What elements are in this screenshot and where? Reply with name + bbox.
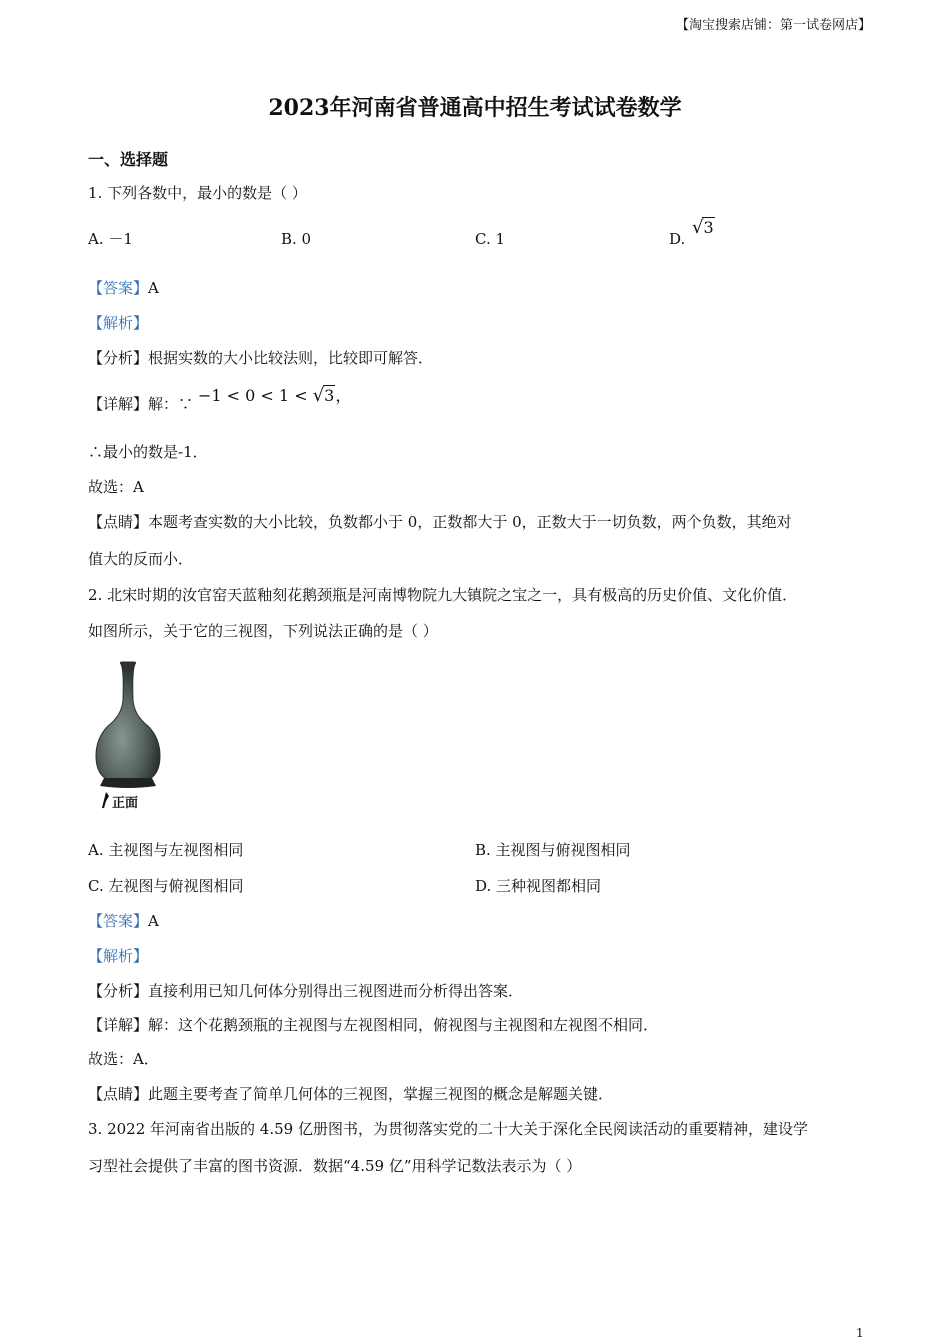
q1-option-c: C. 1 <box>475 230 506 248</box>
q1-option-b: B. 0 <box>281 230 312 248</box>
q2-detail-tag: 【详解】 <box>88 1016 149 1034</box>
q2-stem-line2: 如图所示，关于它的三视图，下列说法正确的是（ ） <box>88 622 438 640</box>
header-shop-note: 【淘宝搜索店铺：第一试卷网店】 <box>676 18 872 33</box>
q1-conclusion: ∴最小的数是-1． <box>88 443 208 461</box>
page-number: 1 <box>856 1326 864 1340</box>
q2-answer-line <box>88 911 159 931</box>
q3-stem-line2: 习型社会提供了丰富的图书资源．数据“4.59 亿”用科学记数法表示为（ ） <box>88 1157 582 1175</box>
q2-fenxi-line <box>88 981 523 1001</box>
q3-stem-line1: 3. 2022 年河南省出版的 4.59 亿册图书，为贯彻落实党的二十大关于深化全民阅读活动的重要精神，建设学 <box>88 1120 808 1138</box>
q2-analysis-tag: 【解析】 <box>88 947 149 965</box>
q1-detail-radicand: 3 <box>324 386 335 405</box>
page-title: 2023年河南省普通高中招生考试试卷数学 <box>268 95 682 121</box>
q2-choose: 故选：A． <box>88 1050 159 1068</box>
q1-detail-prefix: 解：∵ <box>148 395 194 413</box>
q1-comment-line2: 值大的反而小． <box>88 550 194 568</box>
q2-fenxi: 直接利用已知几何体分别得出三视图进而分析得出答案． <box>148 982 524 1000</box>
q2-answer: A <box>148 912 159 930</box>
q1-option-d <box>669 229 685 249</box>
q2-option-b: B. 主视图与俯视图相同 <box>475 841 631 859</box>
q2-option-c: C. 左视图与俯视图相同 <box>88 877 244 895</box>
q2-comment-line <box>88 1084 613 1104</box>
q1-fenxi-tag: 【分析】 <box>88 349 149 367</box>
q2-stem-line1: 2. 北宋时期的汝官窑天蓝釉刻花鹅颈瓶是河南博物院九大镇院之宝之一，具有极高的历史价值、文化价值． <box>88 586 798 604</box>
q2-detail-line <box>88 1015 658 1035</box>
q2-detail: 解：这个花鹅颈瓶的主视图与左视图相同，俯视图与主视图和左视图不相同． <box>148 1016 659 1034</box>
q2-fenxi-tag: 【分析】 <box>88 982 149 1000</box>
q2-comment-tag: 【点睛】 <box>88 1085 149 1103</box>
q2-comment: 此题主要考查了简单几何体的三视图，掌握三视图的概念是解题关键． <box>148 1085 614 1103</box>
q1-stem: 1. 下列各数中，最小的数是（ ） <box>88 184 307 202</box>
q1-detail-inequality: −1 < 0 < 1 < √3， <box>198 385 352 406</box>
q1-choose: 故选：A <box>88 478 144 496</box>
q1-answer-tag: 【答案】 <box>88 279 149 297</box>
q1-option-d-sqrt: √3 <box>692 217 714 238</box>
q1-comment-tag: 【点睛】 <box>88 513 149 531</box>
q1-answer: A <box>148 279 159 297</box>
q2-option-d: D. 三种视图都相同 <box>475 877 602 895</box>
q2-answer-tag: 【答案】 <box>88 912 149 930</box>
q1-option-a: A. －1 <box>88 230 133 248</box>
q1-detail-math: −1 < 0 < 1 < <box>198 386 308 405</box>
q1-detail-line <box>88 394 193 414</box>
q1-option-d-radicand: 3 <box>703 218 714 237</box>
q1-analysis-tag: 【解析】 <box>88 314 149 332</box>
q1-detail-tag: 【详解】 <box>88 395 149 413</box>
q2-option-a: A. 主视图与左视图相同 <box>88 841 244 859</box>
vase-figure <box>88 660 168 812</box>
q1-answer-line <box>88 278 159 298</box>
vase-front-label: 正面 <box>112 796 139 811</box>
q1-comment-text1: 本题考查实数的大小比较，负数都小于 0，正数都大于 0，正数大于一切负数，两个负数，其绝对 <box>148 513 792 531</box>
vase-illustration <box>88 660 168 812</box>
q1-fenxi-line <box>88 348 433 368</box>
q1-detail-suffix: ， <box>335 386 352 405</box>
q1-fenxi: 根据实数的大小比较法则，比较即可解答． <box>148 349 434 367</box>
q1-comment-line1 <box>88 512 792 532</box>
section-heading: 一、选择题 <box>88 150 169 169</box>
q1-option-d-label: D. <box>669 230 686 248</box>
